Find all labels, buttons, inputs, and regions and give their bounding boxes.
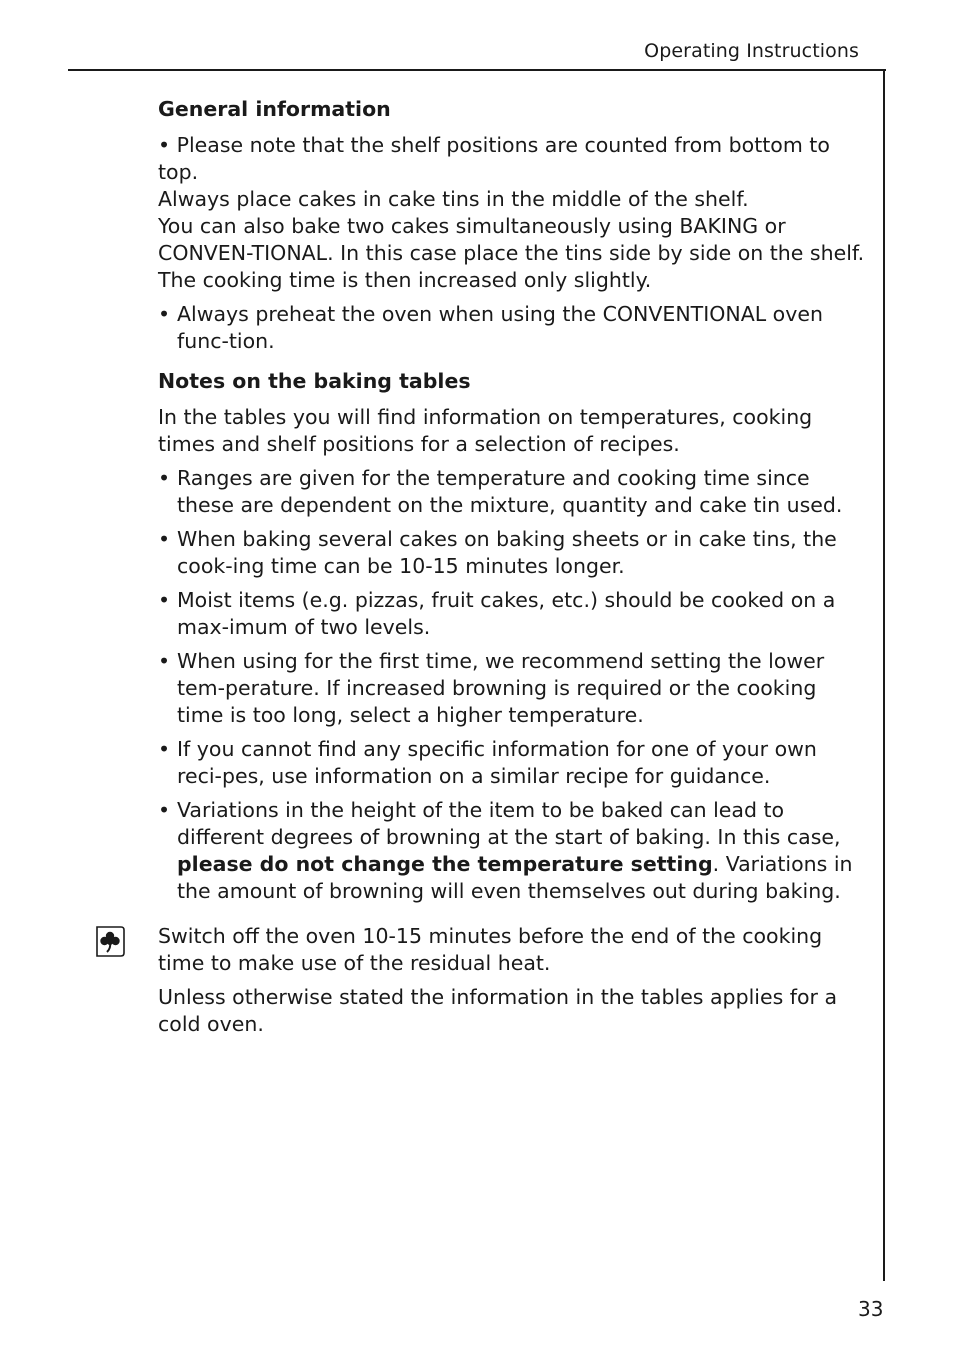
bullet-dot: •: [158, 798, 171, 822]
notes-bullet-text: Moist items (e.g. pizzas, fruit cakes, etc.) should be cooked on a max-imum of two levels.: [177, 588, 836, 639]
notes-bullet-list: [158, 465, 868, 905]
bullet-dot: •: [158, 588, 171, 612]
bullet-dot: •: [158, 466, 171, 490]
bullet-dot: •: [158, 133, 171, 157]
notes-bullet-text: When baking several cakes on baking sheets or in cake tins, the cook-ing time can be 10-15 minutes longer.: [177, 527, 837, 578]
bullet-dot: •: [158, 737, 171, 761]
bullet-dot: •: [158, 649, 171, 673]
notes-heading: Notes on the baking tables: [158, 369, 471, 393]
running-header: Operating Instructions: [644, 40, 859, 62]
header-rule: [68, 69, 886, 71]
list-item: [158, 301, 868, 355]
bullet-dot: •: [158, 302, 171, 326]
list-item: [158, 736, 868, 790]
tip-text-1: Switch off the oven 10-15 minutes before the end of the cooking time to make use of the residual heat.: [158, 924, 823, 975]
general-bullet-1-text: Please note that the shelf positions are counted from bottom to top.: [158, 133, 830, 184]
page-number: 33: [858, 1297, 884, 1321]
general-bullet-2-text: Always preheat the oven when using the CONVENTIONAL oven func-tion.: [177, 302, 823, 353]
list-item: [158, 587, 868, 641]
notes-bullet-text: When using for the first time, we recommend setting the lower tem-perature. If increased browning is required or the cooking time is too long, select a higher temperature.: [177, 649, 825, 727]
general-line-1: Always place cakes in cake tins in the middle of the shelf.: [158, 187, 749, 211]
side-rule: [883, 69, 885, 1281]
notes-intro: In the tables you will find information on temperatures, cooking times and shelf positions for a selection of recipes.: [158, 405, 813, 456]
notes-bullet-emphasis: please do not change the temperature setting: [177, 852, 713, 876]
general-info-heading: General information: [158, 97, 391, 121]
tip-block: [158, 923, 868, 1038]
general-line-2: You can also bake two cakes simultaneously using BAKING or CONVEN-TIONAL. In this case place the tins side by side on the shelf. The cooking time is then increased only slightly.: [158, 214, 865, 292]
notes-bullet-text-part-1: Variations in the height of the item to be baked can lead to different degrees of browning at the start of baking. In this case,: [177, 798, 841, 849]
general-bullet-list: [158, 301, 868, 355]
list-item: [158, 526, 868, 580]
general-bullet-1: [158, 132, 868, 186]
bullet-dot: •: [158, 527, 171, 551]
clover-tip-icon: [94, 925, 126, 957]
notes-bullet-text: If you cannot find any specific information for one of your own reci-pes, use information on a similar recipe for guidance.: [177, 737, 817, 788]
list-item: [158, 648, 868, 729]
list-item: [158, 465, 868, 519]
list-item: [158, 797, 868, 905]
tip-text-2: Unless otherwise stated the information in the tables applies for a cold oven.: [158, 985, 838, 1036]
notes-bullet-text-part-2: . Variations in the amount of browning will even themselves out during baking.: [177, 852, 853, 903]
page-content: [158, 96, 868, 1045]
notes-bullet-text: Ranges are given for the temperature and cooking time since these are dependent on the mixture, quantity and cake tin used.: [177, 466, 843, 517]
